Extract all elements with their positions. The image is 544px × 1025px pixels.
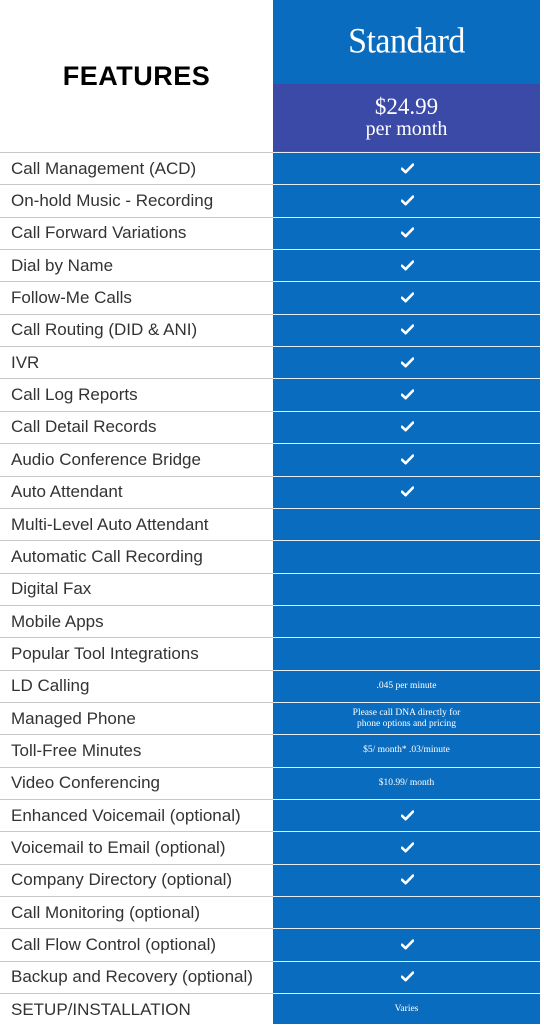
plan-cell	[273, 540, 540, 572]
checkmark-icon	[401, 971, 413, 983]
table-row	[0, 152, 540, 184]
plan-cell	[273, 993, 540, 1025]
feature-label: Call Routing (DID & ANI)	[0, 314, 273, 346]
plan-cell-note: Please call DNA directly for phone options and pricing	[352, 707, 461, 729]
feature-label: Backup and Recovery (optional)	[0, 961, 273, 993]
table-row	[0, 896, 540, 928]
feature-label: SETUP/INSTALLATION	[0, 993, 273, 1025]
checkmark-icon	[401, 389, 413, 401]
price-amount: $24.99	[374, 93, 439, 119]
price-box	[273, 84, 540, 151]
feature-label: Voicemail to Email (optional)	[0, 831, 273, 863]
feature-label: Managed Phone	[0, 702, 273, 734]
plan-cell	[273, 799, 540, 831]
plan-cell	[273, 961, 540, 993]
table-row	[0, 476, 540, 508]
feature-label: Call Forward Variations	[0, 217, 273, 249]
table-row	[0, 670, 540, 702]
plan-cell-note: $5/ month* .03/minute	[363, 745, 450, 756]
checkmark-icon	[401, 421, 413, 433]
plan-name: Standard	[348, 22, 465, 61]
feature-label: Call Flow Control (optional)	[0, 928, 273, 960]
checkmark-icon	[401, 454, 413, 466]
plan-cell	[273, 346, 540, 378]
plan-cell	[273, 217, 540, 249]
feature-label: Automatic Call Recording	[0, 540, 273, 572]
plan-cell	[273, 702, 540, 734]
checkmark-icon	[401, 842, 413, 854]
features-heading: FEATURES	[62, 60, 211, 91]
table-row	[0, 443, 540, 475]
table-row	[0, 540, 540, 572]
table-row	[0, 411, 540, 443]
table-row	[0, 508, 540, 540]
table-row	[0, 637, 540, 669]
table-row	[0, 249, 540, 281]
table-row	[0, 605, 540, 637]
feature-label: Toll-Free Minutes	[0, 734, 273, 766]
table-row	[0, 573, 540, 605]
table-row	[0, 314, 540, 346]
feature-label: Dial by Name	[0, 249, 273, 281]
feature-label: Enhanced Voicemail (optional)	[0, 799, 273, 831]
checkmark-icon	[401, 874, 413, 886]
feature-label: On-hold Music - Recording	[0, 184, 273, 216]
checkmark-icon	[401, 292, 413, 304]
feature-label: Call Monitoring (optional)	[0, 896, 273, 928]
plan-cell-note: Varies	[394, 1004, 419, 1015]
checkmark-icon	[401, 260, 413, 272]
checkmark-icon	[401, 227, 413, 239]
plan-cell	[273, 314, 540, 346]
table-row	[0, 993, 540, 1025]
plan-cell	[273, 896, 540, 928]
feature-label: Audio Conference Bridge	[0, 443, 273, 475]
checkmark-icon	[401, 195, 413, 207]
checkmark-icon	[401, 486, 413, 498]
table-row	[0, 346, 540, 378]
feature-label: Company Directory (optional)	[0, 864, 273, 896]
table-row	[0, 928, 540, 960]
price-period: per month	[365, 118, 448, 141]
feature-label: Video Conferencing	[0, 767, 273, 799]
feature-label: Popular Tool Integrations	[0, 637, 273, 669]
plan-cell	[273, 637, 540, 669]
plan-cell	[273, 184, 540, 216]
feature-label: Multi-Level Auto Attendant	[0, 508, 273, 540]
table-row	[0, 734, 540, 766]
plan-cell	[273, 249, 540, 281]
feature-label: IVR	[0, 346, 273, 378]
feature-label: LD Calling	[0, 670, 273, 702]
table-row	[0, 831, 540, 863]
table-row	[0, 767, 540, 799]
table-row	[0, 281, 540, 313]
plan-cell	[273, 411, 540, 443]
feature-label: Call Log Reports	[0, 378, 273, 410]
plan-cell-note: .045 per minute	[376, 680, 437, 691]
checkmark-icon	[401, 357, 413, 369]
feature-label: Call Management (ACD)	[0, 152, 273, 184]
plan-cell	[273, 767, 540, 799]
plan-cell	[273, 476, 540, 508]
plan-cell	[273, 378, 540, 410]
plan-cell	[273, 573, 540, 605]
plan-cell	[273, 670, 540, 702]
plan-cell	[273, 281, 540, 313]
feature-label: Mobile Apps	[0, 605, 273, 637]
plan-cell	[273, 605, 540, 637]
table-row	[0, 702, 540, 734]
checkmark-icon	[401, 810, 413, 822]
table-row	[0, 378, 540, 410]
table-row	[0, 864, 540, 896]
plan-cell	[273, 508, 540, 540]
table-row	[0, 217, 540, 249]
checkmark-icon	[401, 939, 413, 951]
feature-label: Call Detail Records	[0, 411, 273, 443]
feature-label: Follow-Me Calls	[0, 281, 273, 313]
table-row	[0, 799, 540, 831]
feature-label: Digital Fax	[0, 573, 273, 605]
plan-cell	[273, 864, 540, 896]
plan-cell	[273, 443, 540, 475]
checkmark-icon	[401, 163, 413, 175]
feature-label: Auto Attendant	[0, 476, 273, 508]
table-row	[0, 184, 540, 216]
plan-cell	[273, 734, 540, 766]
plan-cell	[273, 152, 540, 184]
checkmark-icon	[401, 324, 413, 336]
plan-cell	[273, 928, 540, 960]
plan-cell	[273, 831, 540, 863]
table-row	[0, 961, 540, 993]
plan-cell-note: $10.99/ month	[378, 777, 435, 788]
